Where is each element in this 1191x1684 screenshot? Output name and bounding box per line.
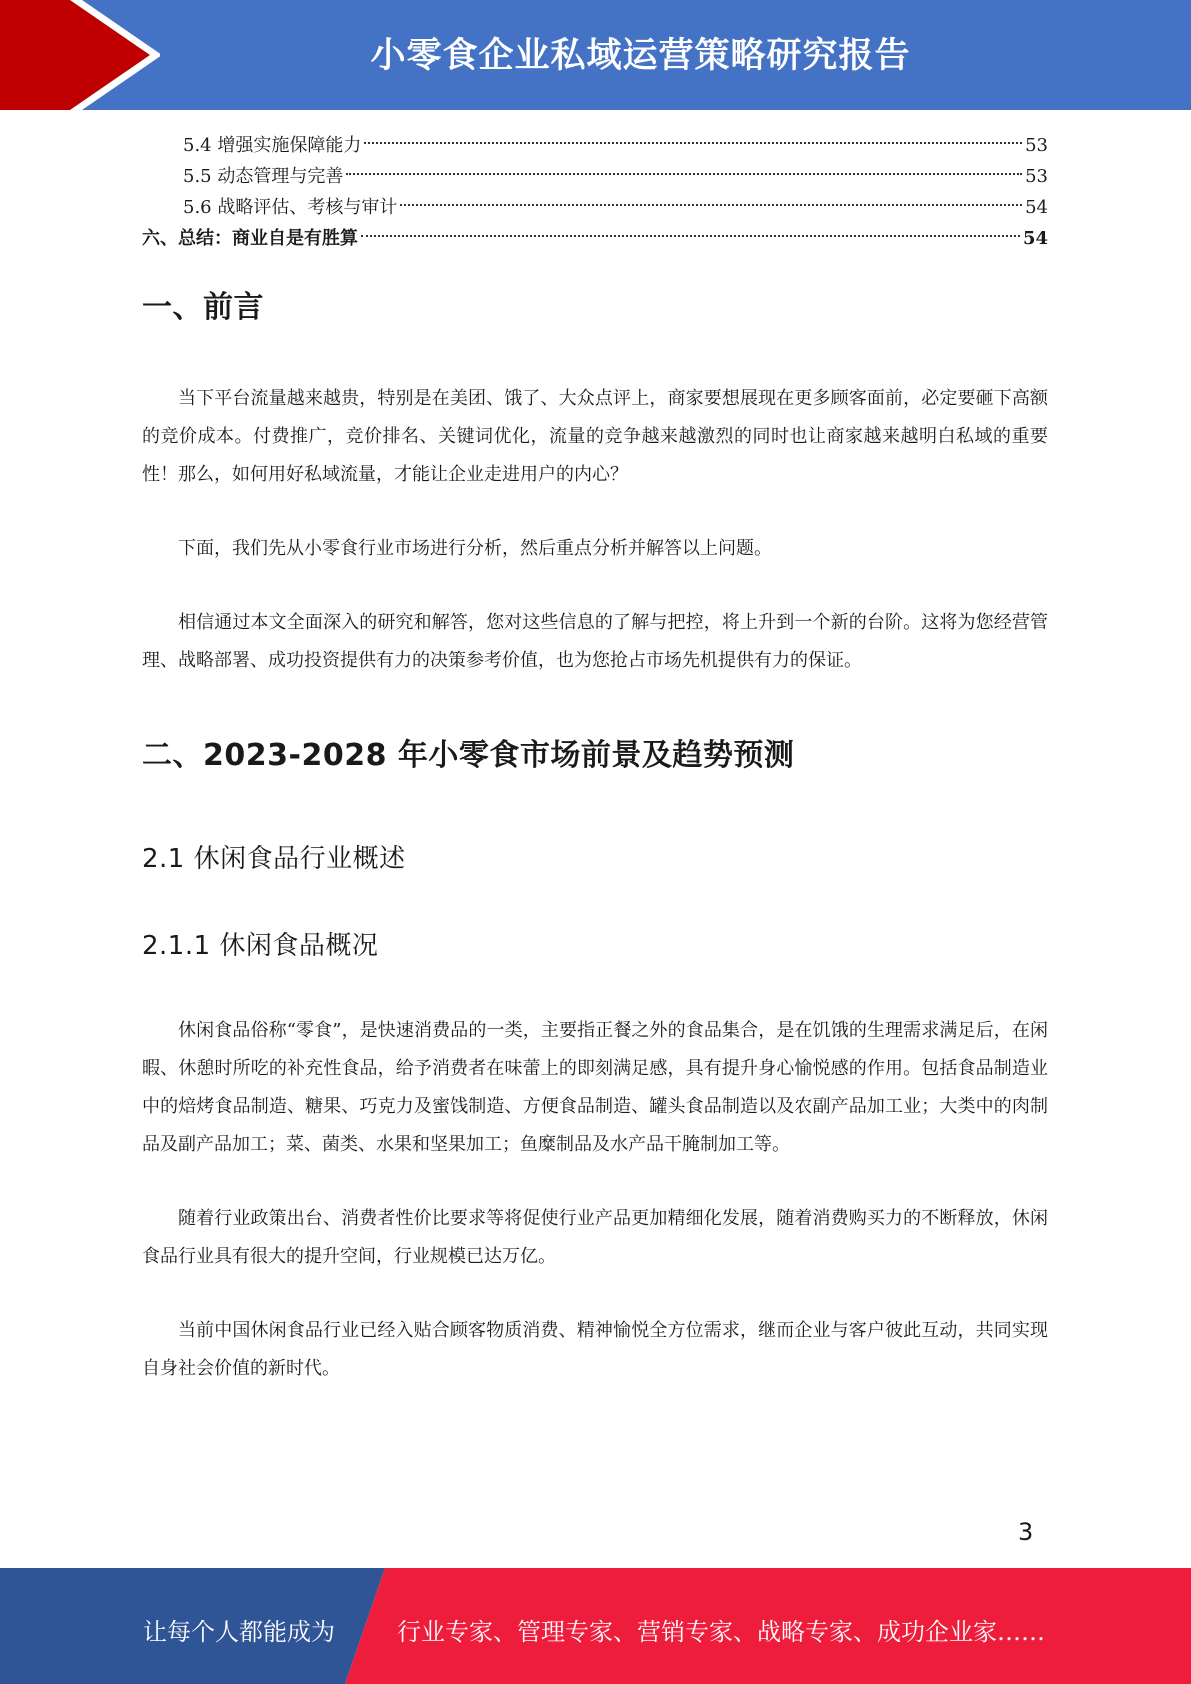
section-heading-preface: 一、前言 [142,290,264,325]
toc-leader-dots [364,142,1022,144]
body-paragraph: 休闲食品俗称“零食”，是快速消费品的一类，主要指正餐之外的食品集合，是在饥饿的生理需求满足后，在闲暇、休憩时所吃的补充性食品，给予消费者在味蕾上的即刻满足感，具有提升身心愉悦感的作用。包括食品制造业中的焙烤食品制造、糖果、巧克力及蜜饯制造、方便食品制造、罐头食品制造以及农副产品加工业；大类中的肉制品及副产品加工；菜、菌类、水果和坚果加工；鱼糜制品及水产品干腌制加工等。 [142,1020,1048,1155]
toc-entry-page: 54 [1022,228,1048,249]
toc-leader-dots [361,235,1020,237]
body-paragraph: 下面，我们先从小零食行业市场进行分析，然后重点分析并解答以上问题。 [178,538,772,559]
toc-entry-label: 5.6 战略评估、考核与审计 [183,197,398,218]
toc-entry-label: 六、总结：商业自是有胜算 [142,228,358,249]
toc-entry-page: 53 [1025,166,1048,187]
toc-entry[interactable] [142,223,1048,254]
toc-leader-dots [400,204,1022,206]
page-footer [0,1568,1191,1684]
page-header [0,0,1191,110]
toc-entry-page: 53 [1025,135,1048,156]
section-heading-market: 二、2023-2028 年小零食市场前景及趋势预测 [142,738,795,773]
toc-entry[interactable] [142,130,1048,161]
body-paragraph: 随着行业政策出台、消费者性价比要求等将促使行业产品更加精细化发展，随着消费购买力的不断释放，休闲食品行业具有很大的提升空间，行业规模已达万亿。 [142,1208,1048,1267]
subsection-heading: 2.1 休闲食品行业概述 [142,844,406,874]
body-paragraph: 当前中国休闲食品行业已经入贴合顾客物质消费、精神愉悦全方位需求，继而企业与客户彼此互动，共同实现自身社会价值的新时代。 [142,1320,1048,1379]
toc-entry[interactable] [142,161,1048,192]
main-content [142,282,1048,1388]
toc-entry-label: 5.5 动态管理与完善 [183,166,344,187]
body-paragraph: 相信通过本文全面深入的研究和解答，您对这些信息的了解与把控，将上升到一个新的台阶。这将为您经营管理、战略部署、成功投资提供有力的决策参考价值，也为您抢占市场先机提供有力的保证。 [142,612,1048,671]
toc-leader-dots [346,173,1022,175]
footer-slogan-right: 行业专家、管理专家、营销专家、战略专家、成功企业家…… [397,1618,1045,1646]
table-of-contents [142,130,1048,254]
toc-entry[interactable] [142,192,1048,223]
subsubsection-heading: 2.1.1 休闲食品概况 [142,931,379,961]
footer-slogan-left: 让每个人都能成为 [143,1618,335,1646]
body-paragraph: 当下平台流量越来越贵，特别是在美团、饿了、大众点评上，商家要想展现在更多顾客面前，必定要砸下高额的竞价成本。付费推广，竞价排名、关键词优化，流量的竞争越来越激烈的同时也让商家越来越明白私域的重要性！那么，如何用好私域流量，才能让企业走进用户的内心？ [142,388,1048,485]
toc-entry-page: 54 [1025,197,1048,218]
report-title: 小零食企业私域运营策略研究报告 [370,36,911,76]
page-number: 3 [1018,1518,1034,1546]
toc-entry-label: 5.4 增强实施保障能力 [183,135,362,156]
